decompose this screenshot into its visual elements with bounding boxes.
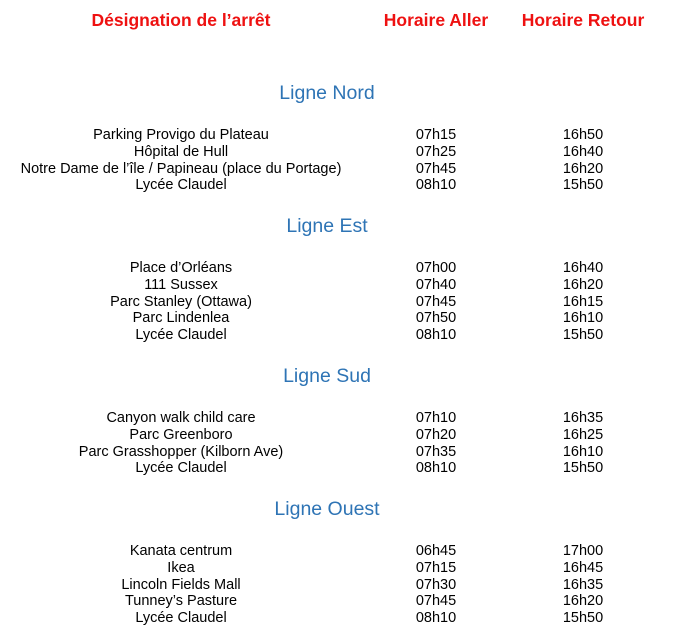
aller-time: 07h45 — [415, 160, 457, 177]
aller-time: 07h40 — [415, 276, 457, 293]
table-row — [0, 560, 679, 577]
stop-name: Tunney’s Pasture — [124, 593, 238, 610]
aller-time: 07h35 — [415, 443, 457, 460]
stop-name: Notre Dame de l’île / Papineau (place du Portage) — [20, 160, 342, 177]
retour-time: 16h10 — [562, 443, 604, 460]
retour-time: 16h40 — [562, 143, 604, 160]
table-row — [0, 327, 679, 344]
table-row — [0, 460, 679, 477]
table-row — [0, 543, 679, 560]
table-row — [0, 161, 679, 178]
table-row — [0, 310, 679, 327]
table-row — [0, 177, 679, 194]
line-title: Ligne Sud — [283, 365, 371, 387]
stop-name: Lycée Claudel — [135, 460, 227, 477]
retour-time: 16h20 — [562, 276, 604, 293]
stops-list — [0, 543, 679, 627]
header-horaire-aller: Horaire Aller — [383, 10, 489, 30]
retour-time: 16h40 — [562, 260, 604, 276]
stop-name: Hôpital de Hull — [133, 143, 229, 160]
aller-time: 08h10 — [415, 460, 457, 477]
retour-time: 16h25 — [562, 426, 604, 443]
aller-time: 07h15 — [415, 559, 457, 576]
retour-time: 16h35 — [562, 410, 604, 426]
aller-time: 07h25 — [415, 143, 457, 160]
aller-time: 06h45 — [415, 543, 457, 559]
stop-name: Parc Grasshopper (Kilborn Ave) — [78, 443, 284, 460]
retour-time: 17h00 — [562, 543, 604, 559]
stop-name: Canyon walk child care — [106, 410, 256, 426]
table-row — [0, 277, 679, 294]
aller-time: 07h45 — [415, 293, 457, 310]
retour-time: 15h50 — [562, 460, 604, 477]
aller-time: 08h10 — [415, 610, 457, 627]
retour-time: 16h10 — [562, 310, 604, 327]
aller-time: 08h10 — [415, 177, 457, 194]
header-stop-designation: Désignation de l’arrêt — [91, 10, 271, 30]
stop-name: Lycée Claudel — [135, 327, 227, 344]
stop-name: Ikea — [167, 559, 195, 576]
table-row — [0, 610, 679, 627]
stop-name: Parc Greenboro — [129, 426, 233, 443]
retour-time: 16h20 — [562, 593, 604, 610]
stop-name: Lycée Claudel — [135, 177, 227, 194]
table-row — [0, 427, 679, 444]
retour-time: 16h20 — [562, 160, 604, 177]
stop-name: Parc Lindenlea — [132, 310, 230, 327]
aller-time: 07h20 — [415, 426, 457, 443]
stop-name: Lycée Claudel — [135, 610, 227, 627]
table-row — [0, 444, 679, 461]
retour-time: 15h50 — [562, 610, 604, 627]
table-row — [0, 260, 679, 277]
table-row — [0, 410, 679, 427]
retour-time: 15h50 — [562, 327, 604, 344]
retour-time: 15h50 — [562, 177, 604, 194]
header-horaire-retour: Horaire Retour — [521, 10, 645, 30]
retour-time: 16h50 — [562, 127, 604, 143]
aller-time: 07h45 — [415, 593, 457, 610]
stops-list — [0, 410, 679, 477]
table-row — [0, 127, 679, 144]
retour-time: 16h45 — [562, 559, 604, 576]
aller-time: 07h00 — [415, 260, 457, 276]
aller-time: 07h10 — [415, 410, 457, 426]
stop-name: Lincoln Fields Mall — [121, 576, 241, 593]
aller-time: 07h15 — [415, 127, 457, 143]
aller-time: 07h30 — [415, 576, 457, 593]
table-row — [0, 577, 679, 594]
line-title: Ligne Est — [286, 215, 368, 237]
stops-list — [0, 127, 679, 194]
stop-name: Kanata centrum — [129, 543, 233, 559]
table-header — [0, 10, 679, 36]
stop-name: Parc Stanley (Ottawa) — [110, 293, 252, 310]
retour-time: 16h15 — [562, 293, 604, 310]
line-title: Ligne Ouest — [274, 498, 380, 520]
stop-name: Place d’Orléans — [129, 260, 233, 276]
stop-name: 111 Sussex — [144, 276, 218, 293]
aller-time: 08h10 — [415, 327, 457, 344]
table-row — [0, 593, 679, 610]
line-title: Ligne Nord — [279, 82, 375, 104]
stop-name: Parking Provigo du Plateau — [93, 127, 269, 143]
table-row — [0, 144, 679, 161]
aller-time: 07h50 — [415, 310, 457, 327]
table-row — [0, 294, 679, 311]
retour-time: 16h35 — [562, 576, 604, 593]
stops-list — [0, 260, 679, 344]
